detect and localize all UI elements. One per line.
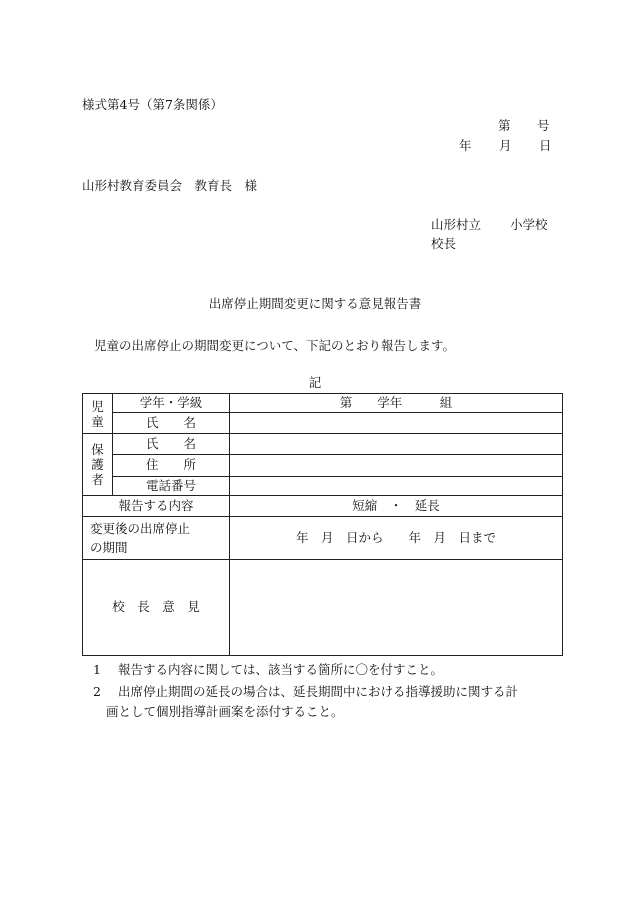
table-row bbox=[83, 394, 563, 413]
number-gou: 号 bbox=[537, 118, 550, 133]
phone-label: 電話番号 bbox=[113, 477, 230, 496]
period-label: 変更後の出席停止 の期間 bbox=[83, 517, 230, 560]
addressee: 山形村教育委員会 教育長 様 bbox=[82, 178, 258, 193]
grade-field[interactable]: 第 学年 組 bbox=[230, 394, 563, 413]
intro-text: 児童の出席停止の期間変更について、下記のとおり報告します。 bbox=[94, 338, 456, 353]
date-day: 日 bbox=[539, 138, 552, 153]
child-group-label: 児 童 bbox=[83, 394, 113, 434]
note-1-number: 1 bbox=[93, 662, 101, 677]
address-field[interactable] bbox=[230, 455, 563, 477]
guardian-name-label: 氏 名 bbox=[113, 434, 230, 455]
table-row bbox=[83, 455, 563, 477]
school-prefix: 山形村立 bbox=[431, 217, 482, 232]
date-month: 月 bbox=[499, 138, 512, 153]
report-table bbox=[82, 393, 563, 656]
phone-field[interactable] bbox=[230, 477, 563, 496]
note-2-text-line2: 画として個別指導計画案を添付すること。 bbox=[106, 704, 344, 719]
school-suffix: 小学校 bbox=[510, 217, 548, 232]
date-year: 年 bbox=[459, 138, 472, 153]
table-row bbox=[83, 477, 563, 496]
note-2-number: 2 bbox=[93, 684, 101, 699]
form-number: 様式第4号（第7条関係） bbox=[82, 97, 223, 112]
guardian-group-label: 保 護 者 bbox=[83, 434, 113, 496]
ki-label: 記 bbox=[308, 375, 322, 390]
principal-label: 校長 bbox=[431, 236, 457, 251]
address-label: 住 所 bbox=[113, 455, 230, 477]
report-content-label: 報告する内容 bbox=[83, 496, 230, 517]
note-1-text: 報告する内容に関しては、該当する箇所に〇を付すこと。 bbox=[118, 662, 444, 677]
opinion-field[interactable] bbox=[230, 560, 563, 656]
table-row bbox=[83, 413, 563, 434]
table-row bbox=[83, 496, 563, 517]
number-dai: 第 bbox=[498, 118, 511, 133]
grade-label: 学年・学級 bbox=[113, 394, 230, 413]
page-title: 出席停止期間変更に関する意見報告書 bbox=[208, 296, 422, 311]
child-name-label: 氏 名 bbox=[113, 413, 230, 434]
guardian-name-field[interactable] bbox=[230, 434, 563, 455]
opinion-label: 校 長 意 見 bbox=[83, 560, 230, 656]
period-field[interactable]: 年 月 日から 年 月 日まで bbox=[230, 517, 563, 560]
child-name-field[interactable] bbox=[230, 413, 563, 434]
report-content-field[interactable]: 短縮 ・ 延長 bbox=[230, 496, 563, 517]
table-row bbox=[83, 434, 563, 455]
note-2-text-line1: 出席停止期間の延長の場合は、延長期間中における指導援助に関する計 bbox=[118, 684, 519, 699]
table-row bbox=[83, 560, 563, 656]
table-row bbox=[83, 517, 563, 560]
